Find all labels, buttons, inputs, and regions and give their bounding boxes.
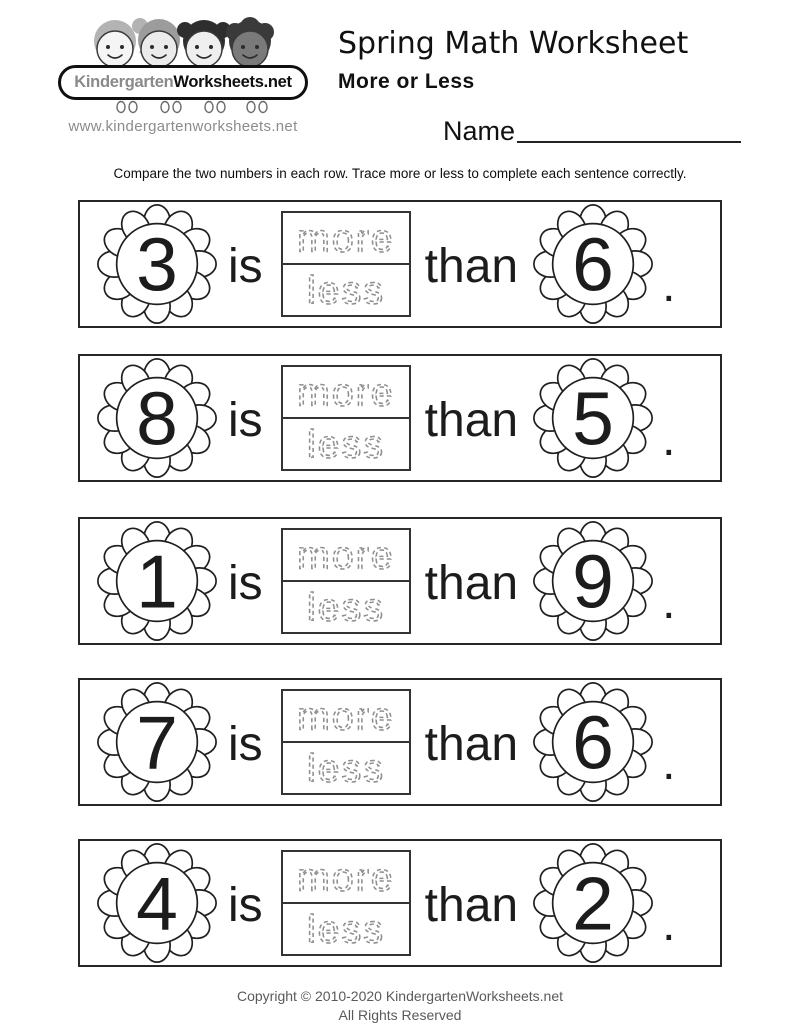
flower-number-left: 7 — [136, 700, 178, 785]
name-row — [443, 116, 741, 147]
word-is: is — [228, 394, 263, 447]
trace-word-less: less — [306, 422, 385, 467]
sentence-period: . — [662, 259, 676, 312]
word-is: is — [228, 879, 263, 932]
footer-copyright: Copyright © 2010-2020 KindergartenWorksheets.net — [236, 988, 564, 1004]
flower-number-right: 2 — [572, 861, 614, 946]
flower-number-left: 3 — [136, 222, 178, 307]
trace-more-cell — [283, 852, 409, 902]
flower-number-right: 9 — [572, 539, 614, 624]
worksheet-row — [78, 354, 722, 482]
trace-more-cell — [283, 530, 409, 580]
flower-number-left: 8 — [136, 376, 178, 461]
flower-icon — [532, 681, 654, 803]
flower-icon — [532, 842, 654, 964]
flower-icon — [96, 681, 218, 803]
logo-url: www.kindergartenworksheets.net — [68, 118, 298, 135]
logo-banner — [58, 65, 308, 100]
sentence-period: . — [662, 898, 676, 951]
page-title: Spring Math Worksheet — [338, 26, 689, 61]
worksheet-row — [78, 517, 722, 645]
flower-number-right: 6 — [572, 700, 614, 785]
trace-word-less: less — [306, 907, 385, 952]
flower-number-left: 1 — [136, 539, 178, 624]
trace-less-cell — [283, 417, 409, 469]
trace-box — [281, 850, 411, 956]
instructions-text: Compare the two numbers in each row. Trace more or less to complete each sentence correctly. — [113, 166, 687, 181]
logo-text-worksheets: Worksheets.net — [173, 73, 292, 91]
sentence-period: . — [662, 413, 676, 466]
sentence-period: . — [662, 576, 676, 629]
header — [338, 26, 688, 94]
trace-less-cell — [283, 741, 409, 793]
trace-box — [281, 365, 411, 471]
name-blank-line — [517, 141, 741, 143]
flower-number-left: 4 — [136, 861, 178, 946]
worksheet-row — [78, 200, 722, 328]
word-than: than — [424, 879, 519, 932]
worksheet-row — [78, 678, 722, 806]
word-than: than — [424, 240, 519, 293]
word-than: than — [424, 394, 519, 447]
trace-more-cell — [283, 213, 409, 263]
footer — [0, 987, 800, 1025]
flower-number-right: 6 — [572, 222, 614, 307]
word-than: than — [424, 718, 519, 771]
trace-box — [281, 528, 411, 634]
footer-rights: All Rights Reserved — [338, 1006, 462, 1023]
trace-more-cell — [283, 367, 409, 417]
flower-icon — [532, 520, 654, 642]
word-is: is — [228, 718, 263, 771]
trace-more-cell — [283, 691, 409, 741]
trace-less-cell — [283, 902, 409, 954]
page-subtitle: More or Less — [338, 70, 475, 93]
logo-text-kindergarten: Kindergarten — [74, 73, 174, 91]
trace-less-cell — [283, 263, 409, 315]
flower-icon — [96, 842, 218, 964]
trace-word-more: more — [296, 216, 395, 261]
sentence-period: . — [662, 737, 676, 790]
trace-box — [281, 689, 411, 795]
flower-icon — [532, 203, 654, 325]
trace-box — [281, 211, 411, 317]
flower-icon — [96, 357, 218, 479]
trace-word-less: less — [306, 268, 385, 313]
trace-word-more: more — [296, 370, 395, 415]
word-is: is — [228, 557, 263, 610]
flower-icon — [532, 357, 654, 479]
word-than: than — [424, 557, 519, 610]
flower-icon — [96, 520, 218, 642]
trace-word-more: more — [296, 533, 395, 578]
flower-number-right: 5 — [572, 376, 614, 461]
name-label: Name — [443, 116, 516, 146]
trace-word-more: more — [296, 855, 395, 900]
worksheet-row — [78, 839, 722, 967]
trace-word-less: less — [306, 585, 385, 630]
trace-word-less: less — [306, 746, 385, 791]
trace-word-more: more — [296, 694, 395, 739]
kids-feet-icon — [83, 100, 283, 114]
trace-less-cell — [283, 580, 409, 632]
word-is: is — [228, 240, 263, 293]
site-logo — [58, 14, 308, 135]
flower-icon — [96, 203, 218, 325]
